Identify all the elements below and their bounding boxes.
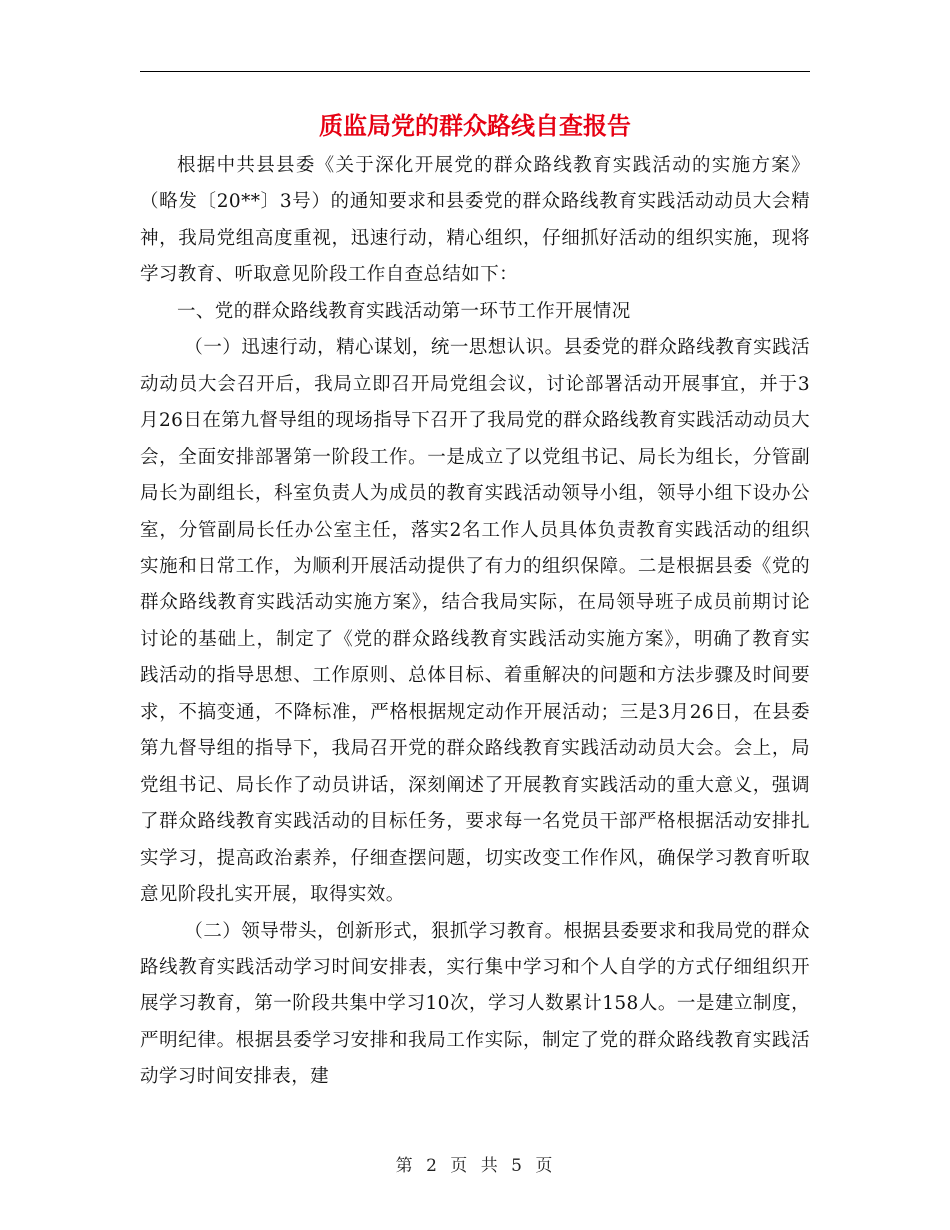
- paragraph-subsection-2: （二）领导带头，创新形式，狠抓学习教育。根据县委要求和我局党的群众路线教育实践活动学习时间安排表，实行集中学习和个人自学的方式仔细组织开展学习教育，第一阶段共集中学习10次，学习人数累计158人。一是建立制度，严明纪律。根据县委学习安排和我局工作实际，制定了党的群众路线教育实践活动学习时间安排表，建: [140, 920, 810, 1088]
- section-heading: 一、党的群众路线教育实践活动第一环节工作开展情况: [177, 300, 631, 322]
- page-footer: [0, 1154, 950, 1178]
- paragraph-intro: 根据中共县县委《关于深化开展党的群众路线教育实践活动的实施方案》（略发〔20**〕3号）的通知要求和县委党的群众路线教育实践活动动员大会精神，我局党组高度重视，迅速行动，精心组织，仔细抓好活动的组织实施，现将学习教育、听取意见阶段工作自查总结如下：: [140, 155, 810, 286]
- total-prefix: 共: [480, 1156, 500, 1176]
- page-prefix: 第: [395, 1156, 415, 1176]
- page-unit: 页: [450, 1156, 470, 1176]
- page-total: 5: [511, 1156, 524, 1176]
- document-body: [140, 148, 810, 1096]
- paragraph-subsection-1: （一）迅速行动，精心谋划，统一思想认识。县委党的群众路线教育实践活动动员大会召开后，我局立即召开局党组会议，讨论部署活动开展事宜，并于3月26日在第九督导组的现场指导下召开了我局党的群众路线教育实践活动动员大会，全面安排部署第一阶段工作。一是成立了以党组书记、局长为组长，分管副局长为副组长，科室负责人为成员的教育实践活动领导小组，领导小组下设办公室，分管副局长任办公室主任，落实2名工作人员具体负责教育实践活动的组织实施和日常工作，为顺利开展活动提供了有力的组织保障。二是根据县委《党的群众路线教育实践活动实施方案》，结合我局实际，在局领导班子成员前期讨论讨论的基础上，制定了《党的群众路线教育实践活动实施方案》，明确了教育实践活动的指导思想、工作原则、总体目标、着重解决的问题和方法步骤及时间要求，不搞变通，不降标准，严格根据规定动作开展活动；三是3月26日，在县委第九督导组的指导下，我局召开党的群众路线教育实践活动动员大会。会上，局党组书记、局长作了动员讲话，深刻阐述了开展教育实践活动的重大意义，强调了群众路线教育实践活动的目标任务，要求每一名党员干部严格根据活动安排扎实学习，提高政治素养，仔细查摆问题，切实改变工作作风，确保学习教育听取意见阶段扎实开展，取得实效。: [140, 337, 810, 906]
- header-rule: [140, 71, 810, 72]
- total-unit: 页: [535, 1156, 555, 1176]
- document-title: 质监局党的群众路线自查报告: [319, 111, 631, 140]
- page-current: 2: [426, 1156, 439, 1176]
